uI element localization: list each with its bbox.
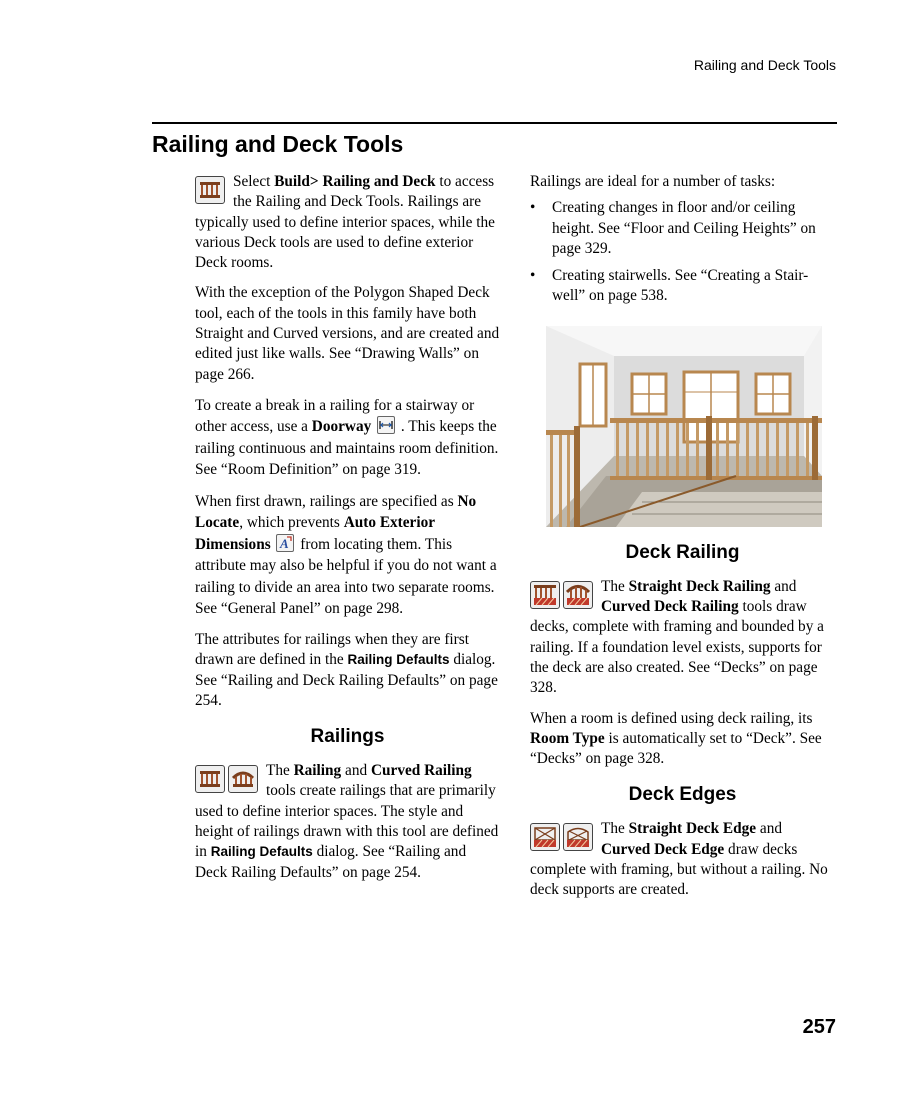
doorway-paragraph: To create a break in a railing for a stairway or other access, use a Doorway . This keeps the railing continuous and maintains room definition. See “Room Definition” on page 319. — [195, 396, 499, 479]
intro-paragraph: Select Build> Railing and Deck to access the Railing and Deck Tools. Railings are typically used to define interior spaces, while the various Deck tools are used to define exterior Deck rooms. — [195, 173, 495, 272]
doorway-icon — [377, 416, 395, 434]
curved-deck-edge-icon — [563, 823, 593, 851]
straight-deck-railing-icon — [530, 581, 560, 609]
list-item: • Creating stairwells. See “Creating a Stair-well” on page 538. — [530, 266, 835, 307]
deck-edge-icon-group — [530, 823, 593, 851]
list-item: • Creating changes in floor and/or ceiling height. See “Floor and Ceiling Heights” on page 329. — [530, 198, 835, 259]
page-title: Railing and Deck Tools — [152, 131, 404, 157]
no-locate-paragraph: When first drawn, railings are specified as No Locate, which prevents Auto Exterior Dimensions A from locating them. This attribute may also be helpful if you do not want a railing to divide an area into two separate rooms. See “General Panel” on page 298. — [195, 492, 497, 618]
deck-edges-paragraph: The Straight Deck Edge and Curved Deck Edge draw decks complete with framing, but without a railing. No deck supports are created. — [530, 820, 828, 899]
polygon-deck-paragraph: With the exception of the Polygon Shaped Deck tool, each of the tools in this family have both Straight and Curved versions, and are created and edited just like walls. See “Drawing Walls” on page 266. — [195, 284, 500, 383]
railing-tools-icon — [195, 176, 225, 204]
left-column — [195, 172, 500, 893]
railing-defaults-paragraph: The attributes for railings when they are first drawn are defined in the Railing Defaults dialog. See “Railing and Deck Railing Defaults” on page 254. — [195, 630, 498, 709]
deck-railing-paragraph: The Straight Deck Railing and Curved Deck Railing tools draw decks, complete with framing and bounded by a railing. If a foundation level exists, supports for the deck are also created. See “Decks” on page 328. — [530, 577, 824, 697]
tasks-intro: Railings are ideal for a number of tasks: — [530, 173, 776, 190]
right-column — [530, 172, 835, 911]
auto-exterior-dimensions-icon — [276, 534, 294, 552]
svg-text:A: A — [280, 535, 290, 551]
page-number: 257 — [802, 1016, 836, 1038]
deck-edges-heading: Deck Edges — [628, 784, 737, 806]
curved-railing-icon — [228, 765, 258, 793]
railing-icon-group — [195, 765, 258, 793]
stairwell-railing-illustration — [546, 326, 822, 527]
deck-railing-heading: Deck Railing — [625, 541, 740, 563]
deck-railing-icon-group — [530, 581, 593, 609]
room-type-paragraph: When a room is defined using deck railing, its Room Type is automatically set to “Deck”. See “Decks” on page 328. — [530, 709, 822, 768]
tasks-list — [530, 198, 835, 306]
header-rule — [152, 122, 837, 124]
railing-tools-icon-group — [195, 176, 225, 204]
railings-paragraph: The Railing and Curved Railing tools create railings that are primarily used to define interior spaces. The style and height of railings drawn with this tool are defined in Railing Defaults dialog. See “Railing and Deck Railing Defaults” on page 254. — [195, 762, 499, 881]
curved-deck-railing-icon — [563, 581, 593, 609]
straight-railing-icon — [195, 765, 225, 793]
railings-heading: Railings — [310, 726, 385, 748]
running-header: Railing and Deck Tools — [693, 57, 836, 73]
straight-deck-edge-icon — [530, 823, 560, 851]
